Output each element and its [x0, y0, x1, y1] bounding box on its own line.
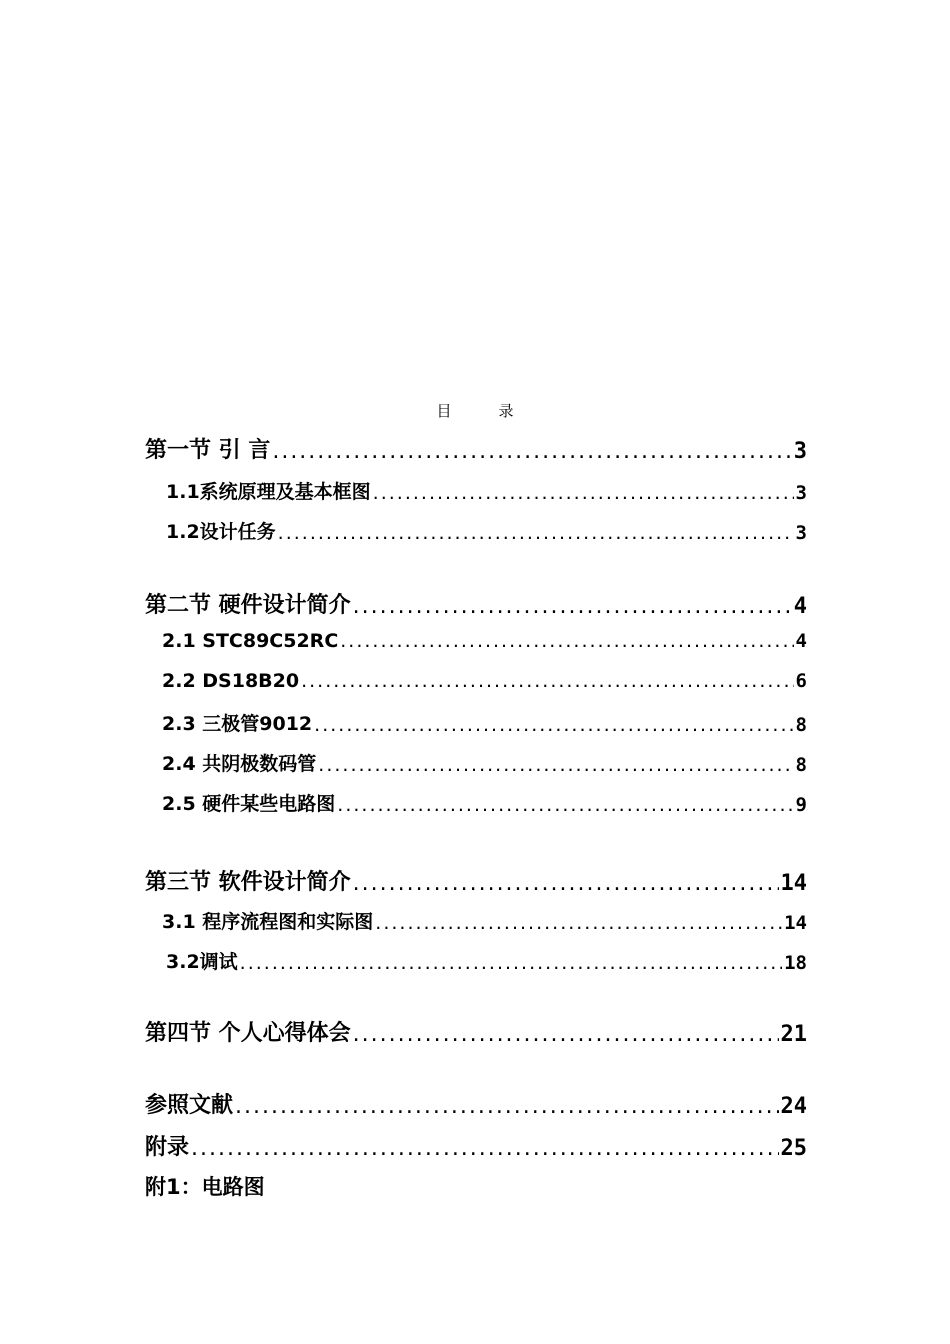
toc-entry-2-1[interactable]	[162, 630, 807, 652]
toc-entry-3-2[interactable]	[166, 947, 807, 974]
toc-entry-2-2[interactable]	[162, 670, 807, 692]
toc-entry-page: 3	[795, 482, 807, 504]
toc-entry-page: 4	[793, 594, 807, 619]
toc-entry-label: 第一节 引 言	[145, 438, 271, 463]
toc-leader-dots	[278, 523, 794, 544]
toc-entry-label: 附录	[145, 1135, 190, 1160]
toc-leader-dots	[375, 913, 782, 934]
toc-entry-page: 25	[780, 1136, 807, 1161]
toc-entry-page: 6	[795, 670, 807, 692]
appendix-item-circuit: 附1：电路图	[145, 1175, 265, 1199]
toc-leader-dots	[301, 671, 793, 692]
toc-leader-dots	[191, 1137, 778, 1161]
toc-entry-page: 8	[795, 754, 807, 776]
toc-entry-2-4[interactable]	[162, 749, 807, 776]
toc-leader-dots	[353, 1023, 779, 1047]
toc-leader-dots	[272, 440, 791, 464]
toc-entry-page: 14	[784, 912, 807, 934]
toc-entry-label: 2.5 硬件某些电路图	[162, 793, 336, 815]
toc-leader-dots	[318, 755, 793, 776]
toc-entry-label: 2.2 DS18B20	[162, 670, 300, 692]
toc-entry-page: 18	[784, 952, 807, 974]
toc-entry-label: 3.1 程序流程图和实际图	[162, 911, 374, 933]
toc-entry-section-1[interactable]	[145, 433, 807, 464]
toc-entry-1-2[interactable]	[166, 517, 807, 544]
toc-entry-3-1[interactable]	[162, 907, 807, 934]
toc-entry-page: 21	[780, 1022, 807, 1047]
toc-leader-dots	[235, 1095, 778, 1119]
toc-leader-dots	[240, 953, 782, 974]
toc-leader-dots	[337, 795, 793, 816]
toc-entry-label: 2.4 共阴极数码管	[162, 753, 317, 775]
toc-entry-1-1[interactable]	[166, 477, 807, 504]
toc-leader-dots	[340, 631, 793, 652]
toc-entry-appendix[interactable]	[145, 1130, 807, 1161]
toc-leader-dots	[373, 483, 794, 504]
toc-entry-page: 8	[795, 714, 807, 736]
toc-entry-page: 24	[780, 1094, 807, 1119]
toc-entry-section-3[interactable]	[145, 865, 807, 896]
toc-entry-section-2[interactable]	[145, 588, 807, 619]
toc-entry-label: 3.2调试	[166, 951, 238, 973]
toc-entry-label: 1.2设计任务	[166, 521, 276, 543]
toc-entry-2-5[interactable]	[162, 789, 807, 816]
toc-entry-label: 第二节 硬件设计简介	[145, 593, 351, 618]
toc-entry-page: 3	[795, 522, 807, 544]
toc-entry-label: 第四节 个人心得体会	[145, 1021, 351, 1046]
toc-leader-dots	[353, 595, 792, 619]
toc-entry-page: 14	[780, 871, 807, 896]
toc-entry-page: 9	[795, 794, 807, 816]
toc-entry-page: 3	[793, 439, 807, 464]
toc-leader-dots	[353, 872, 779, 896]
toc-entry-label: 参照文献	[145, 1093, 234, 1118]
toc-entry-label: 第三节 软件设计简介	[145, 870, 351, 895]
toc-entry-references[interactable]	[145, 1088, 807, 1119]
toc-entry-section-4[interactable]	[145, 1016, 807, 1047]
toc-entry-page: 4	[795, 630, 807, 652]
toc-entry-2-3[interactable]	[162, 709, 807, 736]
toc-entry-label: 2.1 STC89C52RC	[162, 630, 339, 652]
toc-title: 目 录	[436, 402, 530, 420]
toc-entry-label: 1.1系统原理及基本框图	[166, 481, 371, 503]
toc-leader-dots	[314, 715, 793, 736]
toc-entry-label: 2.3 三极管9012	[162, 713, 313, 735]
